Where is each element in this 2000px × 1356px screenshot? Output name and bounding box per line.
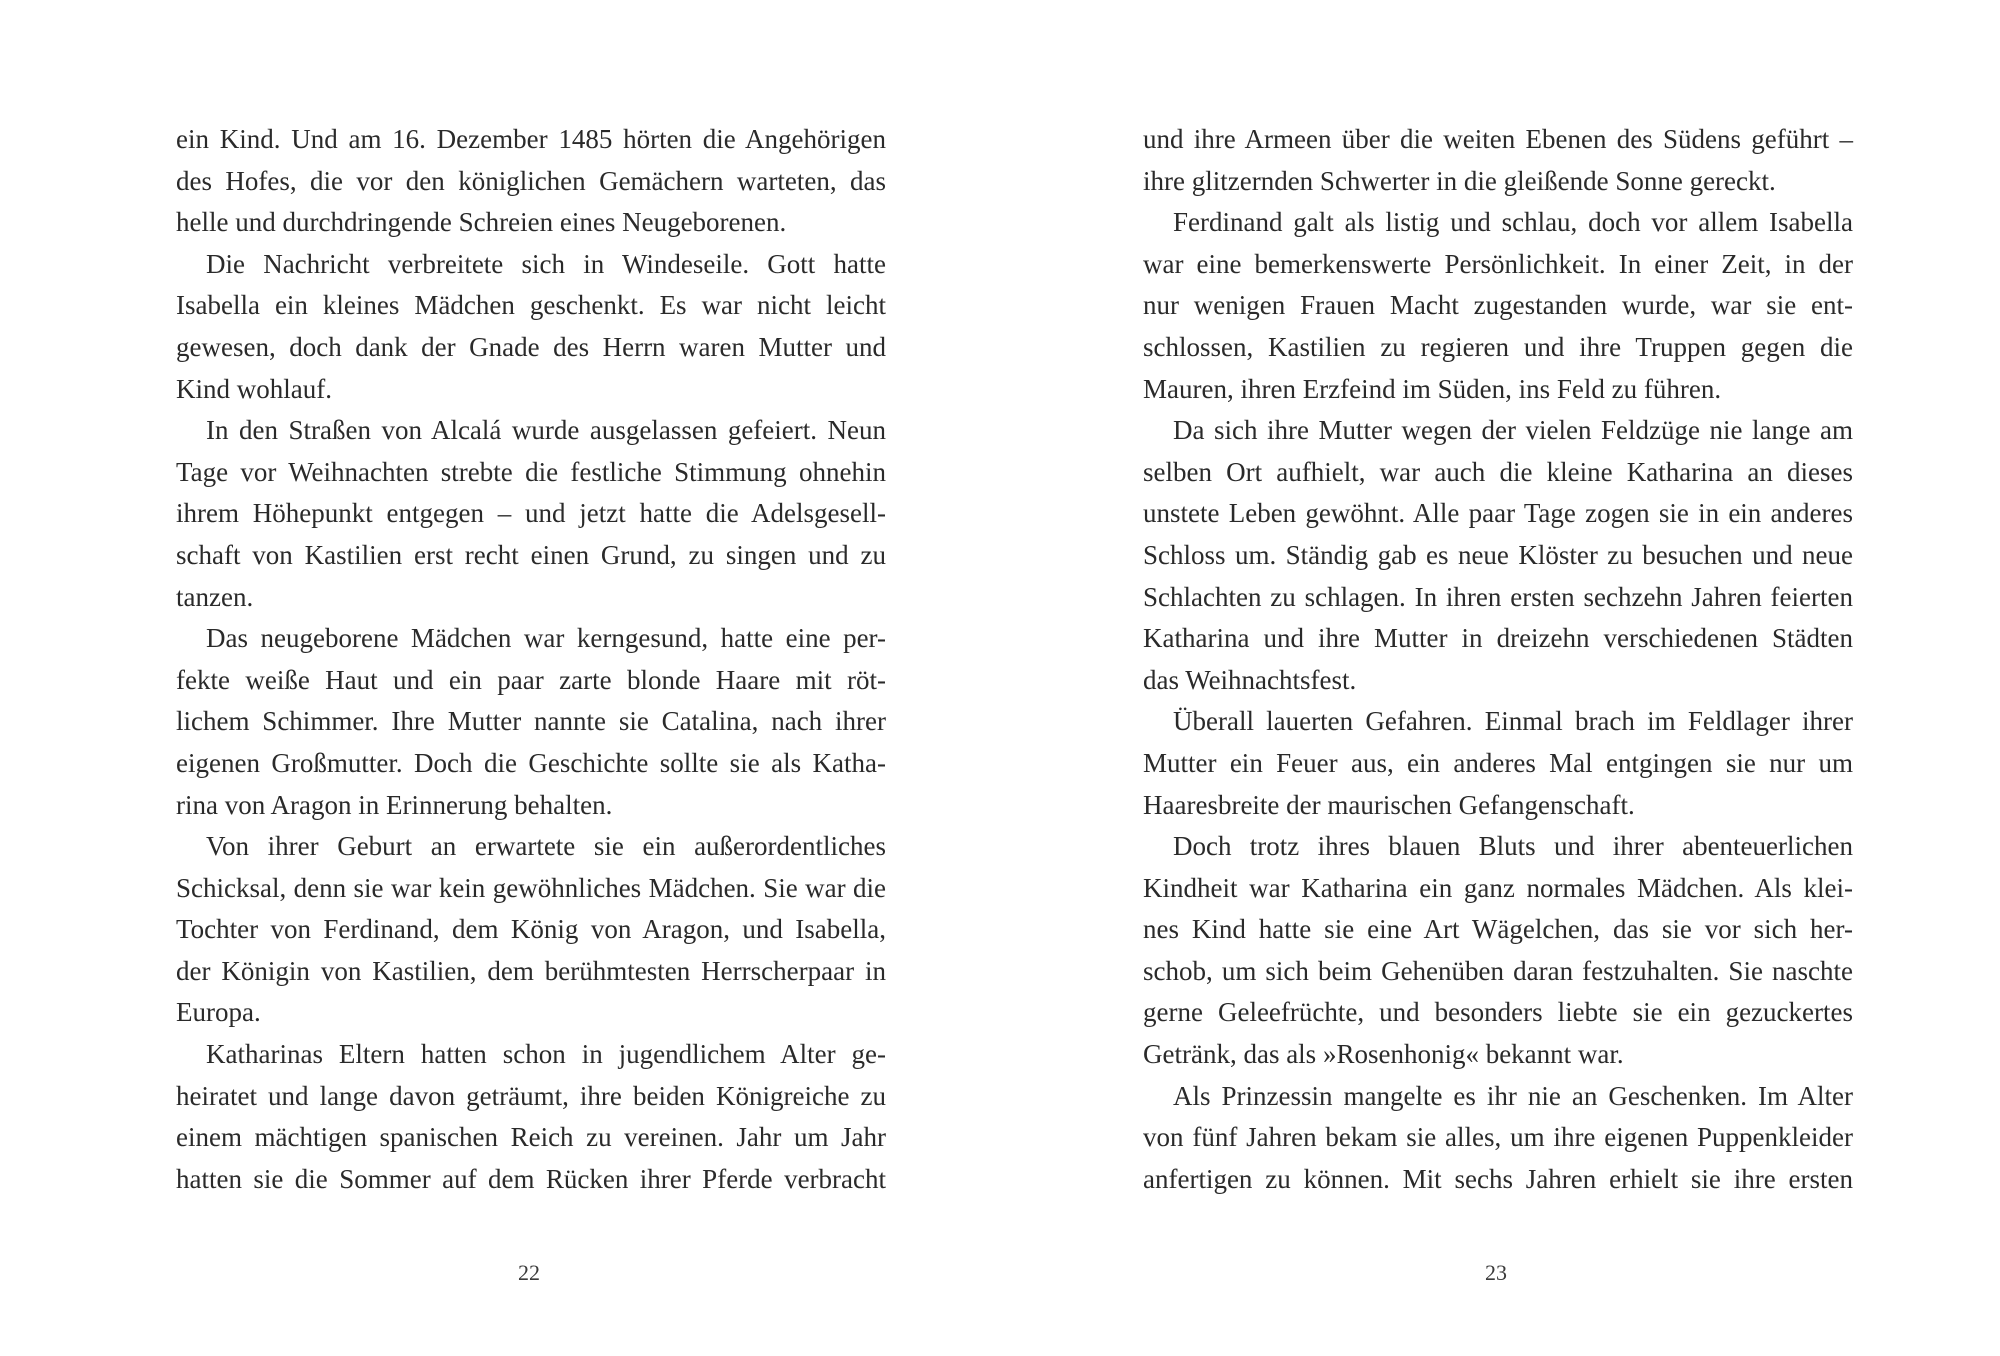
text-line: Kindheit war Katharina ein ganz normales Mädchen. Als klei-: [1143, 872, 1853, 903]
text-line: Schloss um. Ständig gab es neue Klöster zu besuchen und neue: [1143, 539, 1853, 570]
text-line: selben Ort aufhielt, war auch die kleine Katharina an dieses: [1143, 456, 1853, 487]
text-line: schlossen, Kastilien zu regieren und ihre Truppen gegen die: [1143, 331, 1853, 362]
text-line: hatten sie die Sommer auf dem Rücken ihrer Pferde verbracht: [176, 1163, 886, 1194]
text-line: Als Prinzessin mangelte es ihr nie an Geschenken. Im Alter: [1173, 1080, 1853, 1111]
text-line: von fünf Jahren bekam sie alles, um ihre eigenen Puppenkleider: [1143, 1122, 1853, 1153]
text-line: Kind wohlauf.: [176, 373, 332, 404]
text-line: Tage vor Weihnachten strebte die festliche Stimmung ohnehin: [176, 456, 886, 487]
text-line: gewesen, doch dank der Gnade des Herrn waren Mutter und: [176, 331, 886, 362]
text-line: ein Kind. Und am 16. Dezember 1485 hörten die Angehörigen: [176, 124, 886, 154]
text-line: war eine bemerkenswerte Persönlichkeit. In einer Zeit, in der: [1143, 248, 1853, 279]
text-line: nur wenigen Frauen Macht zugestanden wurde, war sie ent-: [1143, 290, 1853, 321]
text-line: Mutter ein Feuer aus, ein anderes Mal entgingen sie nur um: [1143, 747, 1853, 778]
text-line: nes Kind hatte sie eine Art Wägelchen, das sie vor sich her-: [1143, 914, 1853, 945]
text-line: Schicksal, denn sie war kein gewöhnliches Mädchen. Sie war die: [176, 872, 886, 903]
text-line: Getränk, das als »Rosenhonig« bekannt war.: [1143, 1039, 1624, 1070]
page-number-left: 22: [518, 1260, 540, 1285]
text-line: ihre glitzernden Schwerter in die gleißende Sonne gereckt.: [1143, 165, 1776, 196]
text-line: Tochter von Ferdinand, dem König von Aragon, und Isabella,: [176, 914, 886, 945]
text-line: Von ihrer Geburt an erwartete sie ein außerordentliches: [206, 831, 886, 862]
text-line: des Hofes, die vor den königlichen Gemächern warteten, das: [176, 165, 886, 196]
text-line: gerne Geleefrüchte, und besonders liebte sie ein gezuckertes: [1143, 997, 1853, 1028]
text-line: schob, um sich beim Gehenüben daran festzuhalten. Sie naschte: [1143, 955, 1853, 986]
text-line: fekte weiße Haut und ein paar zarte blonde Haare mit röt-: [176, 664, 886, 695]
text-line: rina von Aragon in Erinnerung behalten.: [176, 789, 613, 820]
text-line: heiratet und lange davon geträumt, ihre beiden Königreiche zu: [176, 1080, 886, 1111]
left-page: [176, 119, 886, 1200]
text-line: Katharinas Eltern hatten schon in jugendlichem Alter ge-: [206, 1039, 886, 1070]
text-line: Mauren, ihren Erzfeind im Süden, ins Feld zu führen.: [1143, 373, 1722, 404]
text-line: In den Straßen von Alcalá wurde ausgelassen gefeiert. Neun: [206, 415, 886, 446]
text-line: Haaresbreite der maurischen Gefangenschaft.: [1143, 789, 1635, 820]
text-line: einem mächtigen spanischen Reich zu vereinen. Jahr um Jahr: [176, 1122, 886, 1153]
text-line: Die Nachricht verbreitete sich in Windeseile. Gott hatte: [206, 248, 886, 279]
page-number-right: 23: [1485, 1260, 1507, 1285]
text-line: Isabella ein kleines Mädchen geschenkt. Es war nicht leicht: [176, 290, 886, 321]
text-line: ihrem Höhepunkt entgegen – und jetzt hatte die Adelsgesell-: [176, 498, 886, 529]
text-line: der Königin von Kastilien, dem berühmtesten Herrscherpaar in: [176, 955, 886, 986]
text-line: eigenen Großmutter. Doch die Geschichte sollte sie als Katha-: [176, 747, 886, 778]
text-line: Doch trotz ihres blauen Bluts und ihrer abenteuerlichen: [1173, 831, 1853, 862]
text-line: lichem Schimmer. Ihre Mutter nannte sie Catalina, nach ihrer: [176, 706, 886, 737]
text-line: und ihre Armeen über die weiten Ebenen des Südens geführt –: [1143, 124, 1853, 154]
right-page: [1143, 119, 1853, 1200]
text-line: das Weihnachtsfest.: [1143, 664, 1357, 695]
text-line: Das neugeborene Mädchen war kerngesund, hatte eine per-: [206, 623, 886, 654]
text-line: unstete Leben gewöhnt. Alle paar Tage zogen sie in ein anderes: [1143, 498, 1853, 529]
text-line: helle und durchdringende Schreien eines Neugeborenen.: [176, 207, 787, 238]
text-line: tanzen.: [176, 581, 254, 612]
text-line: Europa.: [176, 997, 261, 1028]
text-line: Schlachten zu schlagen. In ihren ersten sechzehn Jahren feierten: [1143, 581, 1853, 612]
text-line: anfertigen zu können. Mit sechs Jahren erhielt sie ihre ersten: [1143, 1163, 1853, 1194]
text-line: Ferdinand galt als listig und schlau, doch vor allem Isabella: [1173, 207, 1853, 238]
text-line: schaft von Kastilien erst recht einen Grund, zu singen und zu: [176, 539, 886, 570]
text-line: Überall lauerten Gefahren. Einmal brach im Feldlager ihrer: [1173, 706, 1853, 737]
text-line: Da sich ihre Mutter wegen der vielen Feldzüge nie lange am: [1173, 415, 1853, 446]
text-line: Katharina und ihre Mutter in dreizehn verschiedenen Städten: [1143, 623, 1853, 654]
